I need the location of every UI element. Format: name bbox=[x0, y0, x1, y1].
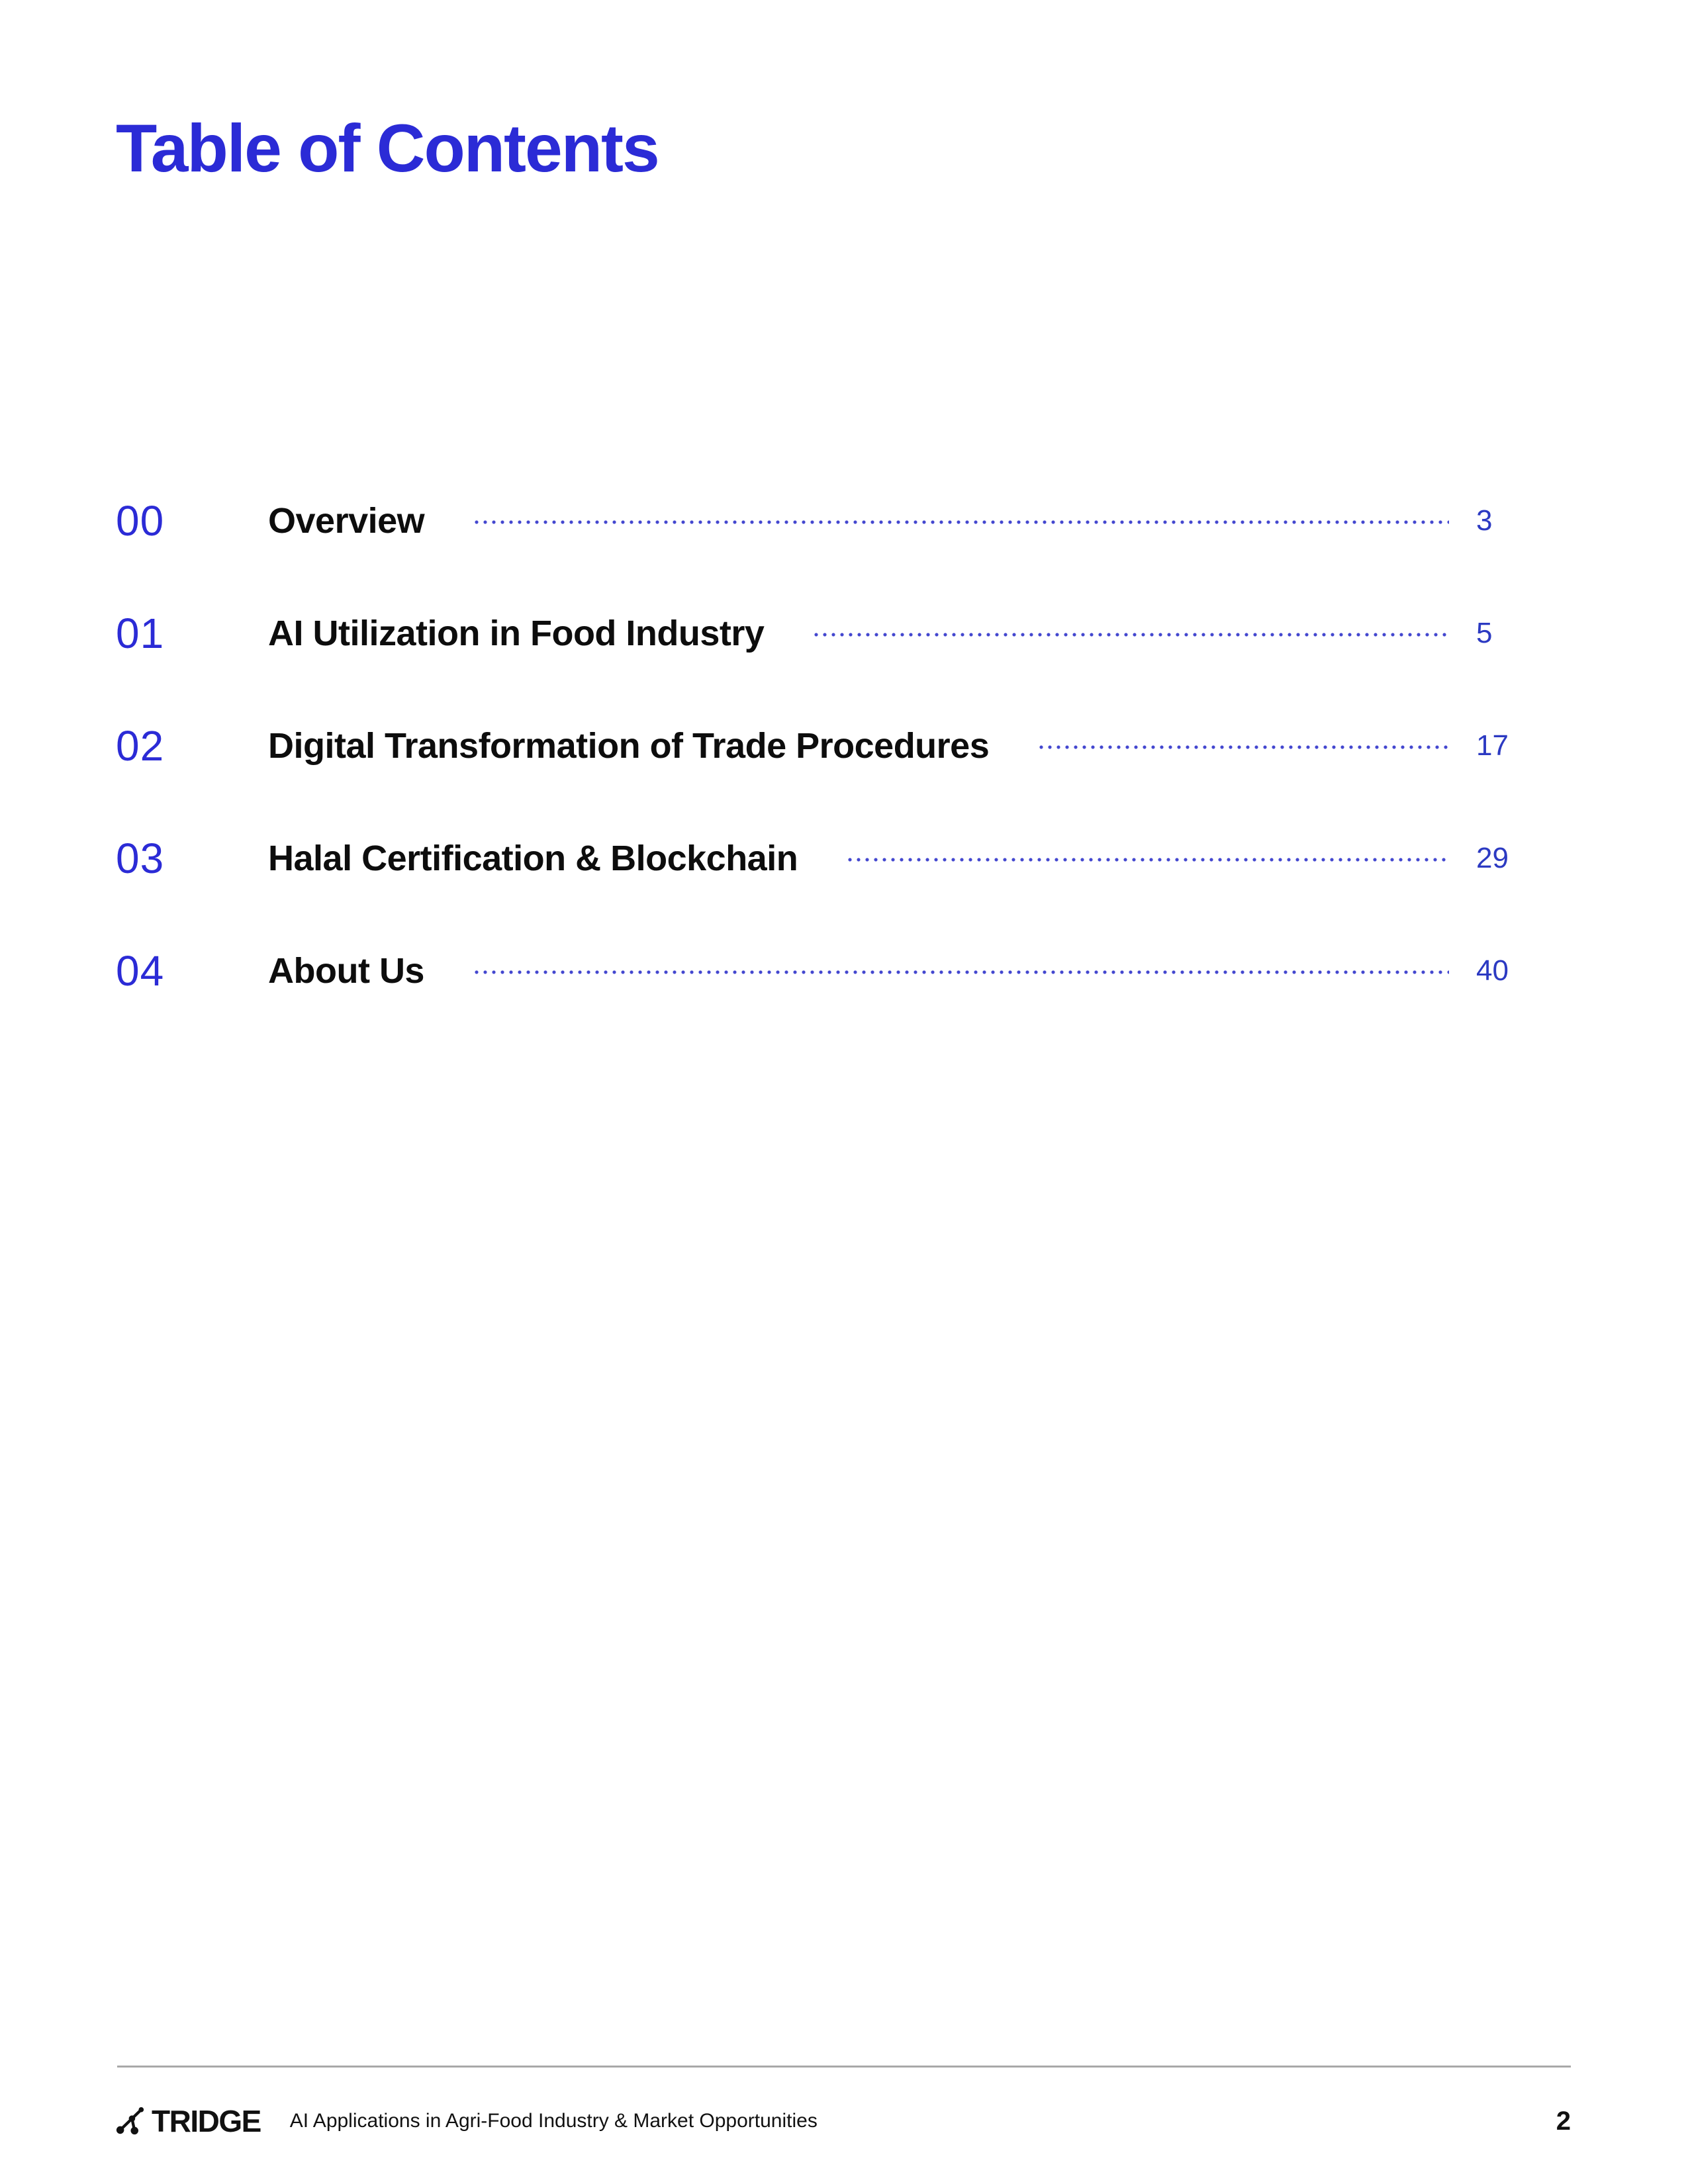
toc-entry-title: AI Utilization in Food Industry bbox=[268, 614, 765, 653]
tridge-logo bbox=[115, 2103, 261, 2139]
toc-entry-page-number: 3 bbox=[1476, 504, 1493, 537]
page-title: Table of Contents bbox=[116, 111, 659, 186]
toc-entry-index: 04 bbox=[116, 947, 165, 995]
toc-entry-title: Overview bbox=[268, 501, 425, 541]
footer-page-number: 2 bbox=[1556, 2106, 1571, 2136]
toc-entry-title: About Us bbox=[268, 951, 424, 991]
toc-leader-dots bbox=[848, 858, 1449, 862]
toc-leader-dots bbox=[475, 970, 1449, 974]
footer-divider bbox=[117, 2066, 1571, 2068]
toc-entry-index: 00 bbox=[116, 497, 165, 545]
toc-leader-dots bbox=[1039, 745, 1449, 749]
toc-entry-digital-transformation[interactable] bbox=[116, 690, 1571, 802]
toc-entry-overview[interactable] bbox=[116, 465, 1571, 577]
toc-entry-halal-certification[interactable] bbox=[116, 802, 1571, 915]
toc-entry-title: Halal Certification & Blockchain bbox=[268, 839, 798, 878]
toc-entry-index: 02 bbox=[116, 722, 165, 770]
toc-entry-ai-utilization[interactable] bbox=[116, 577, 1571, 690]
table-of-contents bbox=[116, 465, 1571, 1027]
toc-entry-page-number: 17 bbox=[1476, 729, 1509, 762]
toc-entry-index: 03 bbox=[116, 835, 165, 882]
toc-entry-page-number: 5 bbox=[1476, 617, 1493, 649]
toc-entry-title: Digital Transformation of Trade Procedures bbox=[268, 726, 990, 766]
tridge-wordmark: TRIDGE bbox=[152, 2104, 261, 2138]
toc-entry-page-number: 29 bbox=[1476, 842, 1509, 874]
toc-entry-page-number: 40 bbox=[1476, 954, 1509, 987]
toc-entry-index: 01 bbox=[116, 610, 165, 657]
toc-leader-dots bbox=[475, 520, 1449, 524]
toc-leader-dots bbox=[814, 633, 1449, 637]
network-nodes-icon bbox=[115, 2105, 146, 2137]
footer-document-title: AI Applications in Agri-Food Industry & Market Opportunities bbox=[289, 2110, 818, 2132]
page-footer bbox=[115, 2102, 1571, 2140]
toc-entry-about-us[interactable] bbox=[116, 915, 1571, 1027]
